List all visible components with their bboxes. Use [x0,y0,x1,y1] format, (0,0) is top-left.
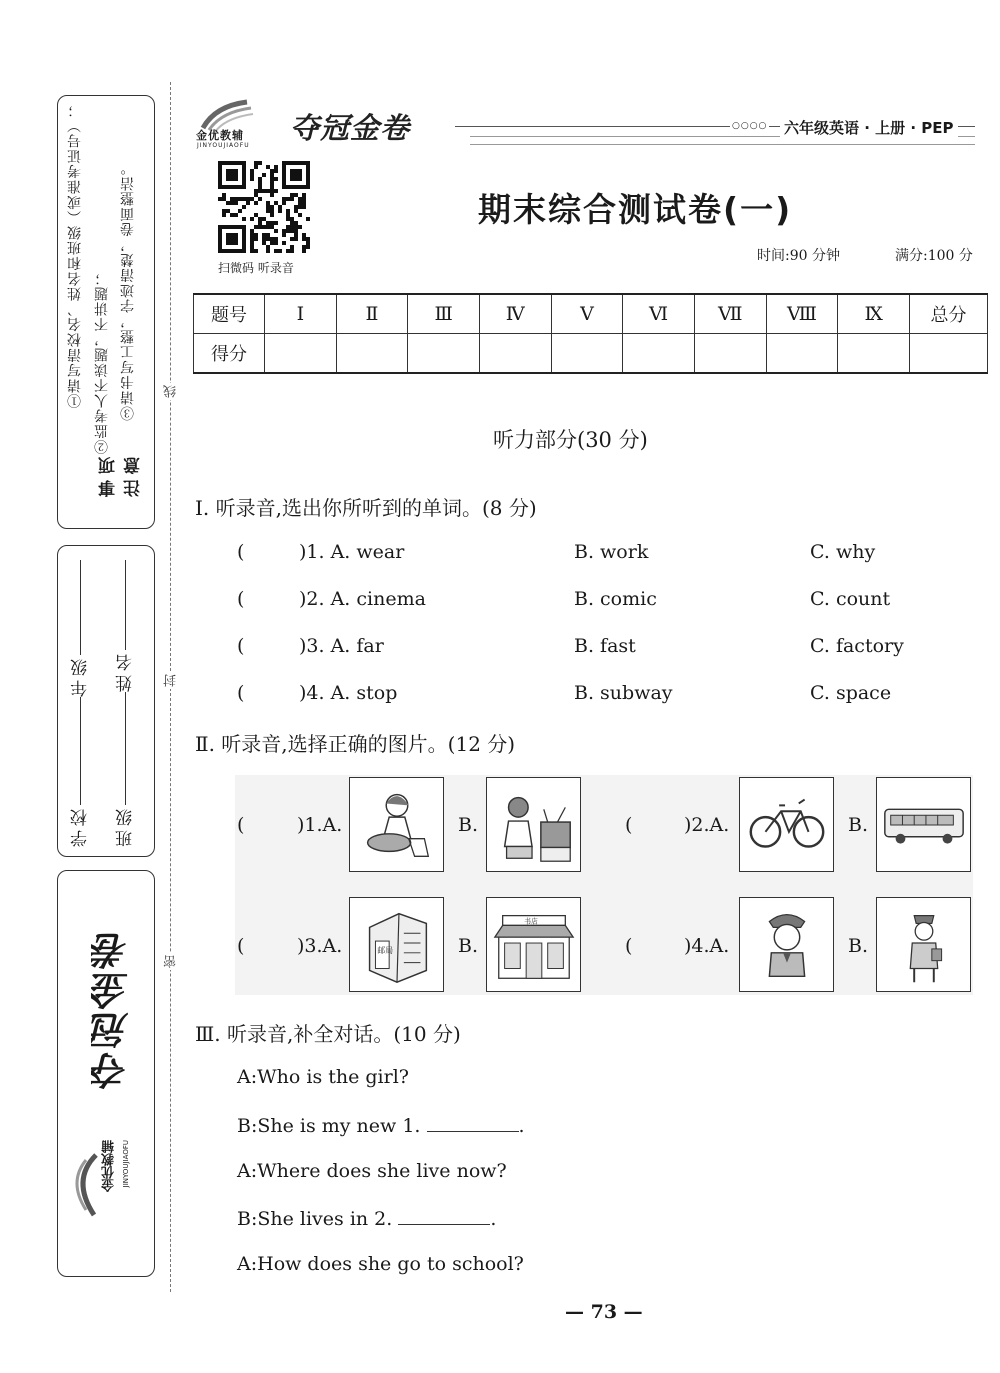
q1-item-1-b: B. work [574,541,649,563]
picture-band [235,775,973,995]
answer-paren[interactable]: ( [237,588,245,610]
qr-caption: 扫微码 听录音 [218,261,294,275]
q1-item-4-b: B. subway [574,682,673,704]
score-cell[interactable] [408,334,480,374]
score-header-cell: Ⅲ [408,294,480,334]
q2-item-3: )3.A. [297,935,343,957]
score-row-label: 得分 [194,334,265,374]
washing-clothes-icon[interactable] [349,777,444,872]
score-cell[interactable] [694,334,766,374]
school-label: 学校 [71,805,91,847]
score-header-cell: Ⅰ [265,294,337,334]
answer-paren[interactable]: ( [237,682,245,704]
page-title: 期末综合测试卷(一) [478,190,793,229]
q1-item-3-c: C. factory [810,635,904,657]
grade-info: 六年级英语 · 上册 · PEP [780,117,958,138]
score-cell[interactable] [838,334,910,374]
cut-label-seal: 封 [164,674,179,687]
dialogue-punct: . [518,1115,525,1137]
q2-item-2: )2.A. [684,814,730,836]
answer-paren[interactable]: ( [237,935,245,957]
sidebar-brand-pinyin: JINYOUJIAOFU [122,1140,130,1188]
brand-pinyin: JINYOUJIAOFU [197,142,250,149]
q3-title: Ⅲ. 听录音,补全对话。(10 分) [195,1022,461,1046]
score-cell[interactable] [766,334,838,374]
dialogue-line-3 [237,1160,507,1182]
q2-item-1: )1.A. [297,814,343,836]
dialogue-text: B:She is my new 1. [237,1115,421,1137]
sidebar-logo-icon [66,1150,100,1220]
score-cell[interactable] [623,334,695,374]
q2-b-label: B. [848,814,869,836]
q2-b-label: B. [458,935,479,957]
q2-item-4: )4.A. [684,935,730,957]
police-officer-icon[interactable] [739,897,834,992]
score-cell[interactable] [910,334,988,374]
answer-paren[interactable]: ( [237,814,245,836]
watching-tv-icon[interactable] [486,777,581,872]
exam-time: 时间:90 分钟 [757,248,840,264]
name-label: 姓名 [113,650,138,692]
q1-item-2-b: B. comic [574,588,657,610]
q1-item-1-c: C. why [810,541,876,563]
postman-icon[interactable] [876,897,971,992]
notice-item-3: ③请书写工整，字迹清楚，卷面整洁。 [120,160,136,421]
sidebar-brand-big: 夺冠金卷 [91,930,135,1090]
score-header-cell: Ⅶ [694,294,766,334]
dialogue-line-5 [237,1253,524,1275]
q1-item-3-b: B. fast [574,635,636,657]
dialogue-text: A:How does she go to school? [237,1253,524,1275]
score-header-cell: Ⅳ [479,294,551,334]
dialogue-line-2 [237,1113,525,1137]
q2-title: Ⅱ. 听录音,选择正确的图片。(12 分) [195,732,516,756]
score-table-header-row [194,294,988,334]
answer-blank-2[interactable] [398,1206,490,1225]
q2-b-label: B. [458,814,479,836]
class-label: 班级 [116,805,136,847]
answer-paren[interactable]: ( [625,814,633,836]
score-table [193,293,988,374]
score-header-cell: 总分 [910,294,988,334]
score-table-score-row [194,334,988,374]
answer-paren[interactable]: ( [237,541,245,563]
q1-item-1: )1. A. wear [299,541,405,563]
answer-paren[interactable]: ( [237,635,245,657]
score-cell[interactable] [551,334,623,374]
score-header-cell: 题号 [194,294,265,334]
bookstore-icon[interactable] [486,897,581,992]
dialogue-text: A:Where does she live now? [237,1160,507,1182]
score-header-cell: Ⅴ [551,294,623,334]
notice-heading-1: 注意 [124,451,144,497]
score-header-cell: Ⅷ [766,294,838,334]
dialogue-line-1 [237,1066,409,1088]
bus-icon[interactable] [876,777,971,872]
notice-heading-2: 事项 [99,451,119,497]
score-cell[interactable] [265,334,337,374]
dialogue-punct: . [490,1208,497,1230]
dialogue-text: B:She lives in 2. [237,1208,393,1230]
sidebar-brand-small: 金优教辅 [102,1140,117,1192]
q1-item-4: )4. A. stop [299,682,398,704]
dialogue-text: A:Who is the girl? [237,1066,409,1088]
score-header-cell: Ⅱ [336,294,408,334]
post-office-icon[interactable] [349,897,444,992]
header-dots: ○○○○ [732,121,768,131]
score-cell[interactable] [479,334,551,374]
q1-item-2: )2. A. cinema [299,588,426,610]
bike-icon[interactable] [739,777,834,872]
qr-code-icon[interactable] [218,161,310,253]
q1-item-4-c: C. space [810,682,892,704]
bookstore-sign: 书店 [524,917,538,926]
q1-item-3: )3. A. far [299,635,384,657]
score-header-cell: Ⅸ [838,294,910,334]
answer-blank-1[interactable] [427,1113,519,1132]
q2-b-label: B. [848,935,869,957]
brand-big: 夺冠金卷 [290,111,411,145]
q1-title: Ⅰ. 听录音,选出你所听到的单词。(8 分) [195,496,537,520]
notice-item-1: ①请写清校名、姓名和班级（或准考证号）； [67,102,83,408]
post-office-sign: 邮局 [377,945,394,955]
cut-label-secret: 密 [164,955,179,968]
q1-item-2-c: C. count [810,588,891,610]
brand-small: 金优教辅 [196,129,244,142]
grade-label: 年级 [68,655,93,697]
page-number: — 73 — [565,1301,643,1323]
dialogue-line-4 [237,1206,496,1230]
notice-item-2: ②监考人不读题，不讲题； [94,270,110,454]
full-score: 满分:100 分 [895,248,973,264]
score-cell[interactable] [336,334,408,374]
score-header-cell: Ⅵ [623,294,695,334]
answer-paren[interactable]: ( [625,935,633,957]
listening-heading: 听力部分(30 分) [493,428,648,452]
cut-label-line: 线 [164,385,179,398]
